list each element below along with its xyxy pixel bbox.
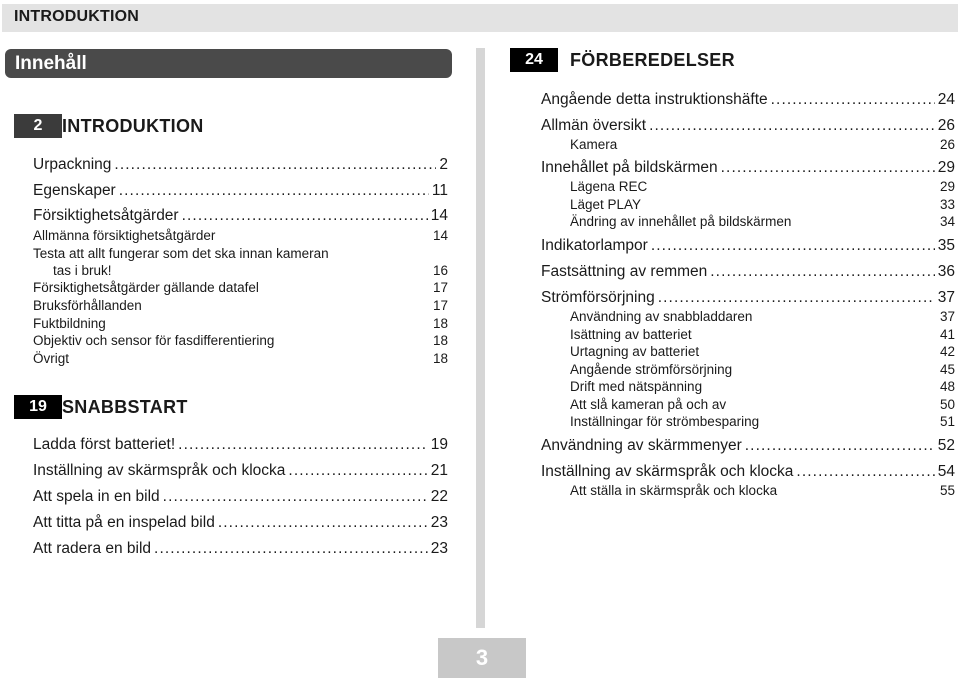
toc-entry-page: 35 xyxy=(937,237,955,254)
toc-entry-page: 18 xyxy=(432,316,448,331)
toc-entry[interactable] xyxy=(541,91,955,109)
toc-entry-text: Lägena REC xyxy=(570,179,648,194)
contents-title: Innehåll xyxy=(15,53,87,74)
dot-leader xyxy=(178,436,428,454)
dot-leader xyxy=(658,289,935,307)
toc-entry-page: 29 xyxy=(937,159,955,176)
toc-subentry[interactable] xyxy=(570,483,955,498)
dot-leader xyxy=(745,437,935,455)
dot-leader xyxy=(218,514,428,532)
toc-entry[interactable] xyxy=(541,263,955,281)
toc-entry-page: 11 xyxy=(431,182,448,199)
toc-entry-page: 26 xyxy=(939,137,955,152)
toc-entry-page: 21 xyxy=(430,462,448,479)
toc-subentry[interactable] xyxy=(570,137,955,152)
toc-entry-text: Att titta på en inspelad bild xyxy=(33,514,215,531)
toc-entry-page: 52 xyxy=(937,437,955,454)
toc-entry-text: Ändring av innehållet på bildskärmen xyxy=(570,214,792,229)
toc-subentry-text[interactable]: Testa att allt fungerar som det ska innan kameran xyxy=(33,246,329,261)
toc-entry-text: Innehållet på bildskärmen xyxy=(541,159,718,176)
toc-entry-text: Kamera xyxy=(570,137,618,152)
toc-entry-text: Urtagning av batteriet xyxy=(570,344,700,359)
toc-entry-page: 36 xyxy=(937,263,955,280)
dot-leader xyxy=(651,237,935,255)
toc-subentry[interactable] xyxy=(33,333,448,348)
toc-subentry[interactable] xyxy=(570,327,955,342)
toc-entry[interactable] xyxy=(33,156,448,174)
dot-leader xyxy=(119,182,429,200)
toc-entry[interactable] xyxy=(541,437,955,455)
toc-entry-page: 33 xyxy=(939,197,955,212)
dot-leader xyxy=(710,263,934,281)
toc-subentry[interactable] xyxy=(570,414,955,429)
toc-entry-page: 2 xyxy=(439,156,448,173)
toc-entry-page: 24 xyxy=(937,91,955,108)
toc-entry[interactable] xyxy=(541,463,955,481)
toc-entry[interactable] xyxy=(33,182,448,200)
toc-entry-text: Försiktighetsåtgärder gällande datafel xyxy=(33,280,259,295)
toc-entry-text: Isättning av batteriet xyxy=(570,327,692,342)
toc-entry[interactable] xyxy=(541,159,955,177)
toc-entry-page: 50 xyxy=(939,397,955,412)
toc-entry-text: Fastsättning av remmen xyxy=(541,263,708,280)
dot-leader xyxy=(154,540,428,558)
toc-subentry[interactable] xyxy=(33,298,448,313)
toc-entry[interactable] xyxy=(33,488,448,506)
column-divider xyxy=(476,48,485,628)
toc-entry[interactable] xyxy=(541,289,955,307)
dot-leader xyxy=(163,488,428,506)
toc-entry[interactable] xyxy=(33,436,448,454)
toc-entry-page: 29 xyxy=(939,179,955,194)
toc-subentry[interactable] xyxy=(570,179,955,194)
toc-entry-text: Att ställa in skärmspråk och klocka xyxy=(570,483,778,498)
toc-entry-text: Angående detta instruktionshäfte xyxy=(541,91,768,108)
toc-entry-text: Indikatorlampor xyxy=(541,237,648,254)
page-number: 3 xyxy=(475,645,489,670)
toc-entry-text: Att spela in en bild xyxy=(33,488,160,505)
toc-entry-page: 55 xyxy=(939,483,955,498)
toc-entry-text: Objektiv och sensor för fasdifferentiering xyxy=(33,333,275,348)
toc-entry-page: 23 xyxy=(430,540,448,557)
dot-leader xyxy=(771,91,935,109)
toc-entry[interactable] xyxy=(33,207,448,225)
toc-entry-page: 45 xyxy=(939,362,955,377)
header-title: INTRODUKTION xyxy=(14,8,140,25)
toc-entry-text: Användning av snabbladdaren xyxy=(570,309,753,324)
toc-entry-text: Urpackning xyxy=(33,156,112,173)
section-number: 2 xyxy=(14,114,62,138)
toc-entry-text: Inställning av skärmspråk och klocka xyxy=(541,463,794,480)
toc-subentry[interactable] xyxy=(570,362,955,377)
dot-leader xyxy=(649,117,935,135)
toc-subentry[interactable] xyxy=(570,214,955,229)
toc-entry-text: Inställningar för strömbesparing xyxy=(570,414,760,429)
toc-entry-page: 41 xyxy=(939,327,955,342)
toc-entry[interactable] xyxy=(33,514,448,532)
toc-entry-text: Användning av skärmmenyer xyxy=(541,437,742,454)
section-number: 19 xyxy=(14,395,62,419)
toc-entry-text: Inställning av skärmspråk och klocka xyxy=(33,462,286,479)
toc-entry-text: tas i bruk! xyxy=(53,263,112,278)
toc-subentry[interactable] xyxy=(570,309,955,324)
toc-entry-page: 17 xyxy=(432,280,448,295)
toc-entry-page: 42 xyxy=(939,344,955,359)
toc-entry[interactable] xyxy=(33,462,448,480)
toc-entry-text: Drift med nätspänning xyxy=(570,379,703,394)
toc-subentry[interactable] xyxy=(570,344,955,359)
toc-entry-page: 17 xyxy=(432,298,448,313)
toc-entry-page: 23 xyxy=(430,514,448,531)
toc-entry[interactable] xyxy=(33,540,448,558)
toc-subentry[interactable] xyxy=(33,280,448,295)
toc-entry-text: Allmänna försiktighetsåtgärder xyxy=(33,228,216,243)
toc-entry-text: Fuktbildning xyxy=(33,316,106,331)
toc-entry-text: Angående strömförsörjning xyxy=(570,362,733,377)
toc-subentry[interactable] xyxy=(33,351,448,366)
toc-entry-text: Bruksförhållanden xyxy=(33,298,142,313)
toc-entry-page: 19 xyxy=(430,436,448,453)
section-heading-intro xyxy=(14,114,414,138)
toc-entry-text: Ladda först batteriet! xyxy=(33,436,176,453)
toc-entry-text: Övrigt xyxy=(33,351,70,366)
toc-entry-text: Försiktighetsåtgärder xyxy=(33,207,179,224)
dot-leader xyxy=(114,156,436,174)
toc-subentry[interactable] xyxy=(53,263,448,278)
dot-leader xyxy=(288,462,427,480)
dot-leader xyxy=(796,463,934,481)
dot-leader xyxy=(721,159,935,177)
toc-subentry[interactable] xyxy=(33,228,448,243)
dot-leader xyxy=(182,207,428,225)
toc-entry[interactable] xyxy=(541,117,955,135)
toc-entry-page: 18 xyxy=(432,333,448,348)
section-heading-quickstart xyxy=(14,395,414,419)
toc-entry-text: Egenskaper xyxy=(33,182,116,199)
toc-entry-page: 48 xyxy=(939,379,955,394)
toc-subentry[interactable] xyxy=(570,197,955,212)
section-title: INTRODUKTION xyxy=(62,116,204,136)
toc-entry-page: 37 xyxy=(939,309,955,324)
toc-subentry[interactable] xyxy=(570,397,955,412)
toc-entry[interactable] xyxy=(541,237,955,255)
section-number: 24 xyxy=(510,48,558,72)
toc-subentry[interactable] xyxy=(570,379,955,394)
toc-entry-page: 54 xyxy=(937,463,955,480)
toc-entry-text: Läget PLAY xyxy=(570,197,642,212)
toc-entry-page: 16 xyxy=(432,263,448,278)
header-bar xyxy=(2,4,958,32)
toc-entry-text: Strömförsörjning xyxy=(541,289,655,306)
toc-entry-page: 14 xyxy=(430,207,448,224)
section-title: SNABBSTART xyxy=(62,397,188,417)
toc-entry-page: 34 xyxy=(939,214,955,229)
toc-entry-page: 26 xyxy=(937,117,955,134)
toc-entry-page: 14 xyxy=(432,228,448,243)
section-title: FÖRBEREDELSER xyxy=(570,50,735,70)
toc-subentry[interactable] xyxy=(33,316,448,331)
section-heading-preparations xyxy=(510,48,950,72)
toc-entry-text: Allmän översikt xyxy=(541,117,647,134)
toc-entry-text: Att slå kameran på och av xyxy=(570,397,727,412)
toc-entry-page: 22 xyxy=(430,488,448,505)
toc-entry-page: 37 xyxy=(937,289,955,306)
toc-entry-text: Att radera en bild xyxy=(33,540,152,557)
toc-entry-page: 18 xyxy=(432,351,448,366)
toc-entry-page: 51 xyxy=(939,414,955,429)
